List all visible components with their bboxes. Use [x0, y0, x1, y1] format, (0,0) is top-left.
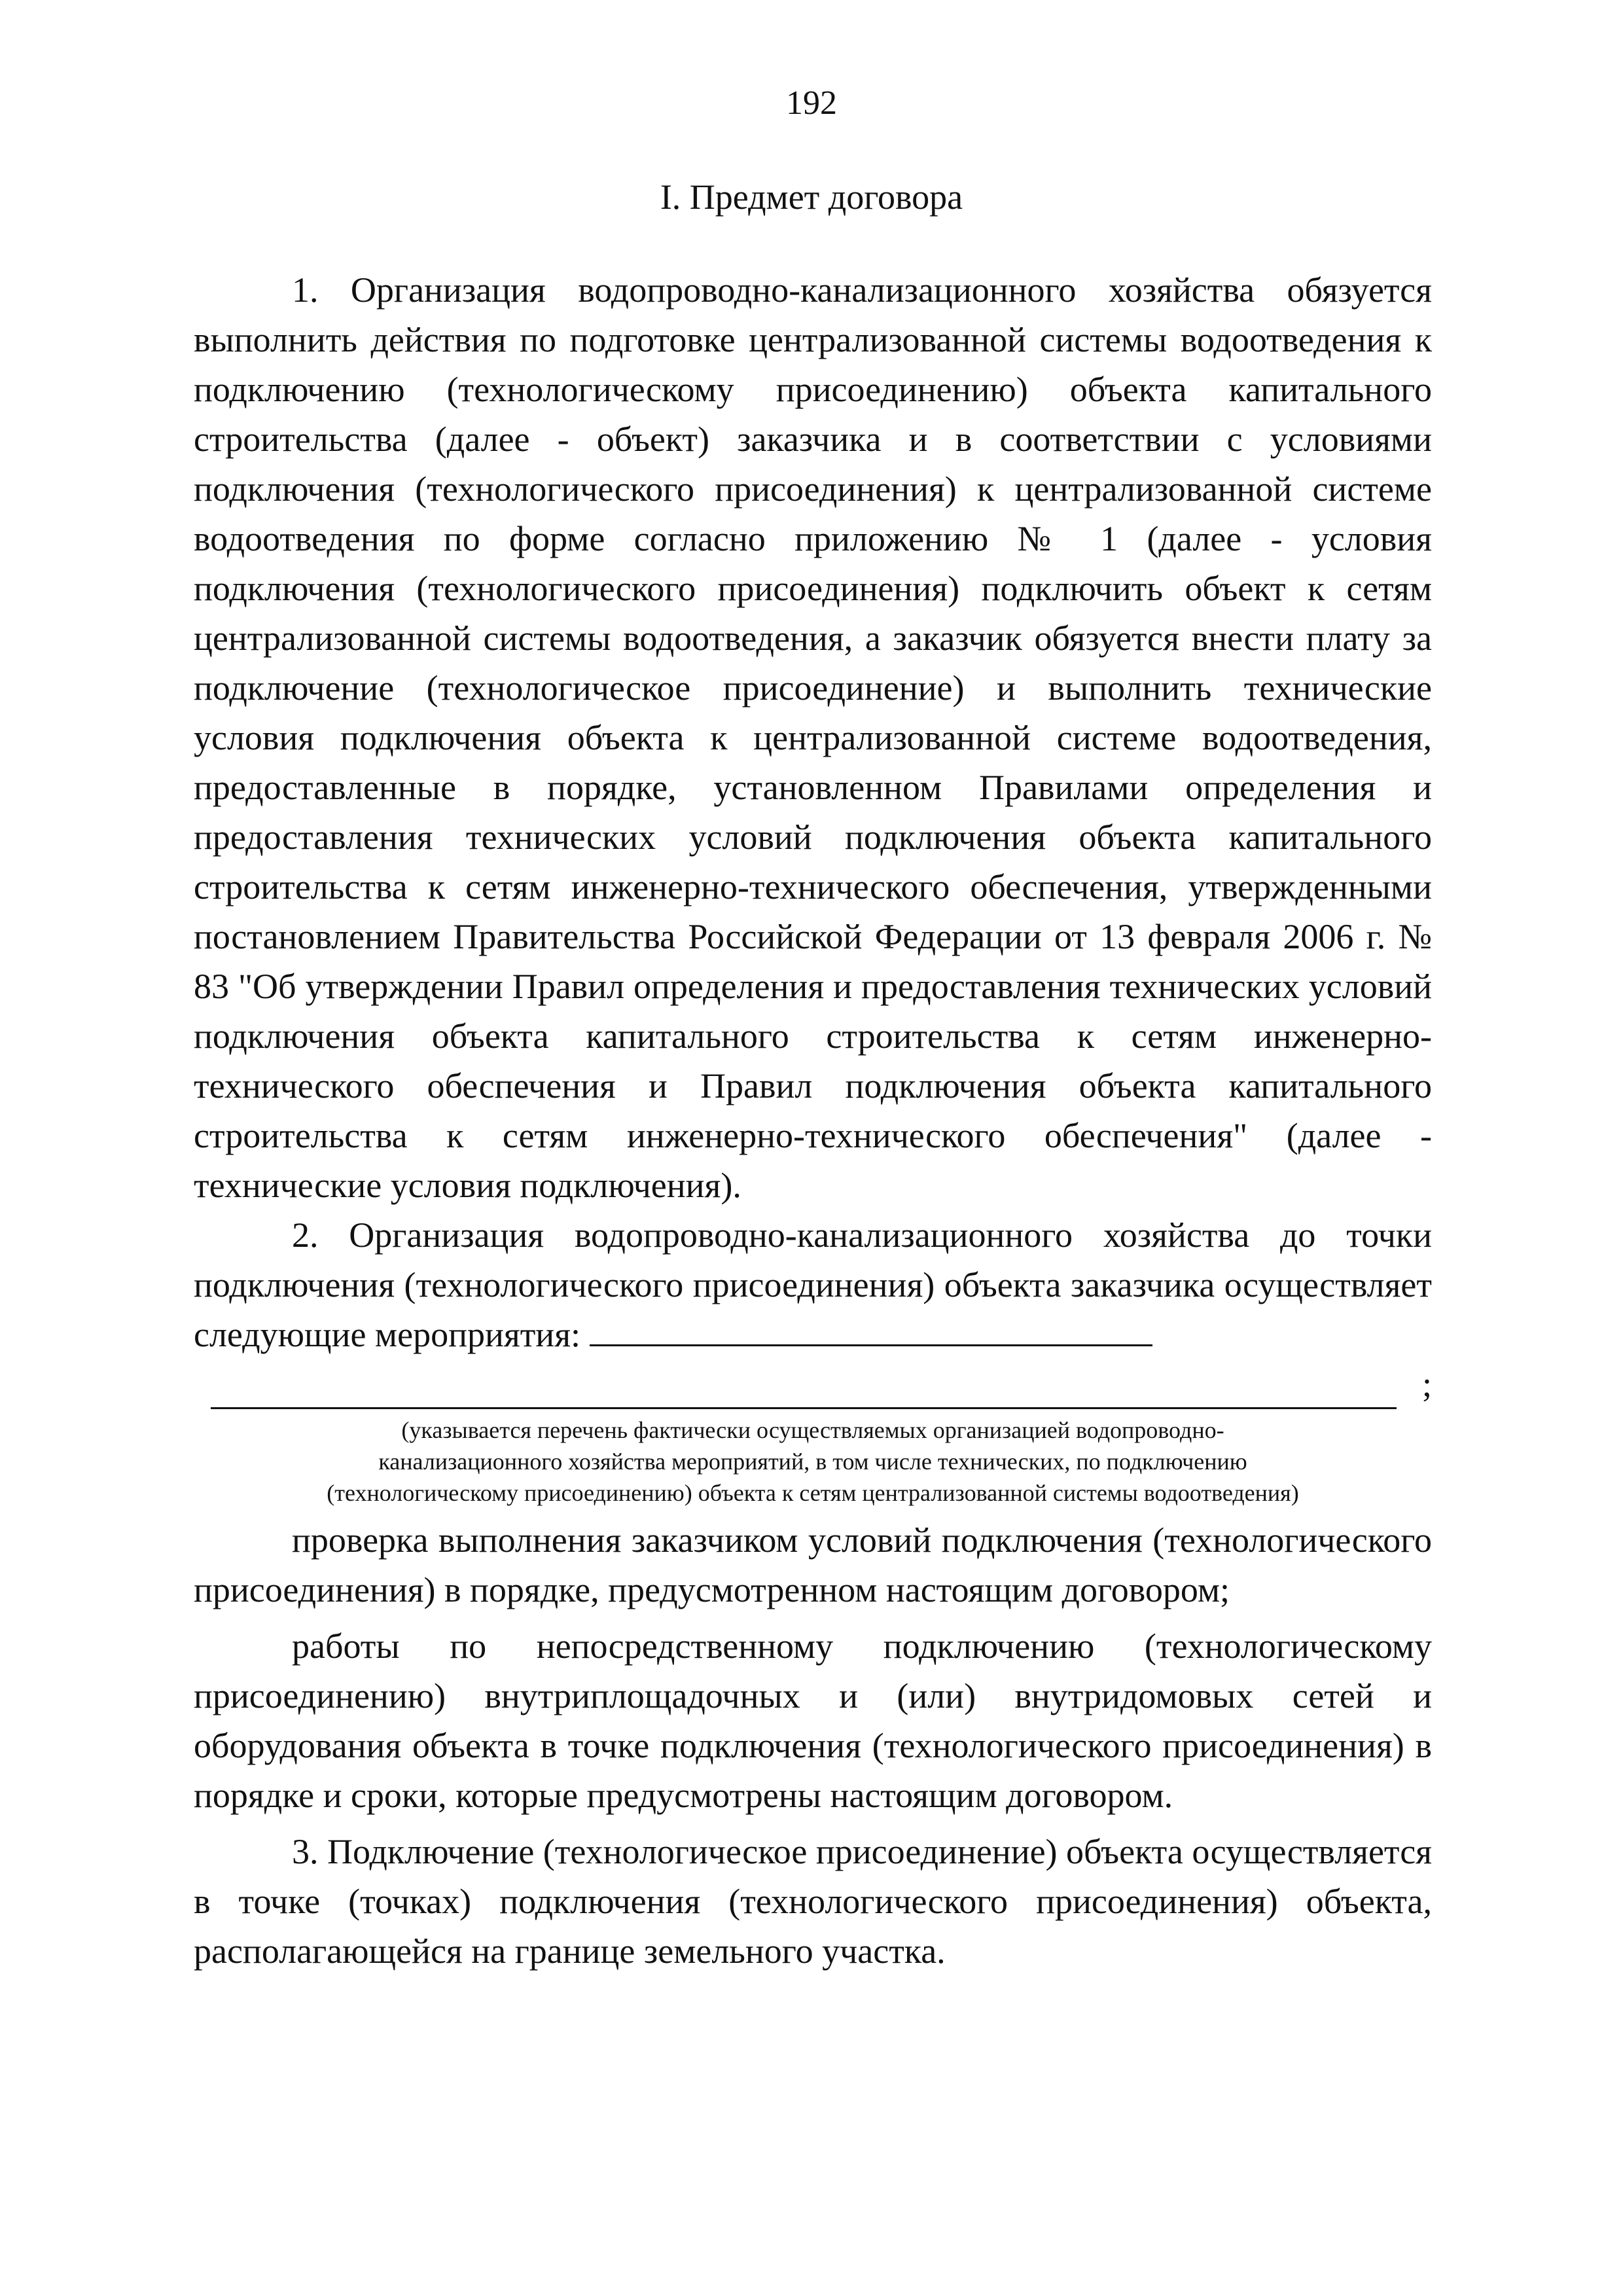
section-title: I. Предмет договора [660, 177, 963, 217]
footnote-hint-line-1: (указывается перечень фактически осуществляемых организацией водопроводно- [401, 1417, 1224, 1443]
fill-in-row [194, 1359, 1432, 1409]
paragraph-1: 1. Организация водопроводно-канализационного хозяйства обязуется выполнить действия по подготовке централизованной системы водоотведения к подключению (технологическому присоединению) объекта капитального строительства (далее - объект) заказчика и в соответствии с условиями подключения (технологического присоединения) к централизованной системе водоотведения по форме согласно приложению № 1 (далее - условия подключения (технологического присоединения) подключить объект к сетям централизованной системы водоотведения, а заказчик обязуется внести плату за подключение (технологическое присоединение) и выполнить технические условия подключения объекта к централизованной системе водоотведения, предоставленные в порядке, установленном Правилами определения и предоставления технических условий подключения объекта капитального строительства к сетям инженерно-технического обеспечения, утвержденными постановлением Правительства Российской Федерации от 13 февраля 2006 г. № 83 "Об утверждении Правил определения и предоставления технических условий подключения объекта капитального строительства к сетям инженерно-технического обеспечения и Правил подключения объекта капитального строительства к сетям инженерно-технического обеспечения" (далее - технические условия подключения). [194, 270, 1432, 1205]
footnote-hint [194, 1414, 1432, 1509]
fill-in-line [590, 1312, 1152, 1346]
footnote-hint-line-2: канализационного хозяйства мероприятий, в том числе технических, по подключению [378, 1448, 1247, 1475]
paragraph-2 [194, 1210, 1432, 1359]
page-number: 192 [786, 84, 837, 122]
footnote-hint-line-3: (технологическому присоединению) объекта к сетям централизованной системы водоотведения) [327, 1480, 1299, 1506]
paragraph-5: 3. Подключение (технологическое присоединение) объекта осуществляется в точке (точках) подключения (технологического присоединения) объекта, располагающейся на границе земельного участка. [194, 1832, 1432, 1971]
paragraph-2-text: 2. Организация водопроводно-канализационного хозяйства до точки подключения (технологического присоединения) объекта заказчика осуществляет следующие мероприятия: [194, 1215, 1432, 1354]
document-body [194, 265, 1432, 1976]
semicolon: ; [1421, 1365, 1432, 1404]
paragraph-3: проверка выполнения заказчиком условий подключения (технологического присоединения) в порядке, предусмотренном настоящим договором; [194, 1520, 1432, 1609]
fill-in-line-2 [211, 1377, 1397, 1409]
paragraph-4: работы по непосредственному подключению (технологическому присоединению) внутриплощадочных и (или) внутридомовых сетей и оборудования объекта в точке подключения (технологического присоединения) в порядке и сроки, которые предусмотрены настоящим договором. [194, 1626, 1432, 1815]
